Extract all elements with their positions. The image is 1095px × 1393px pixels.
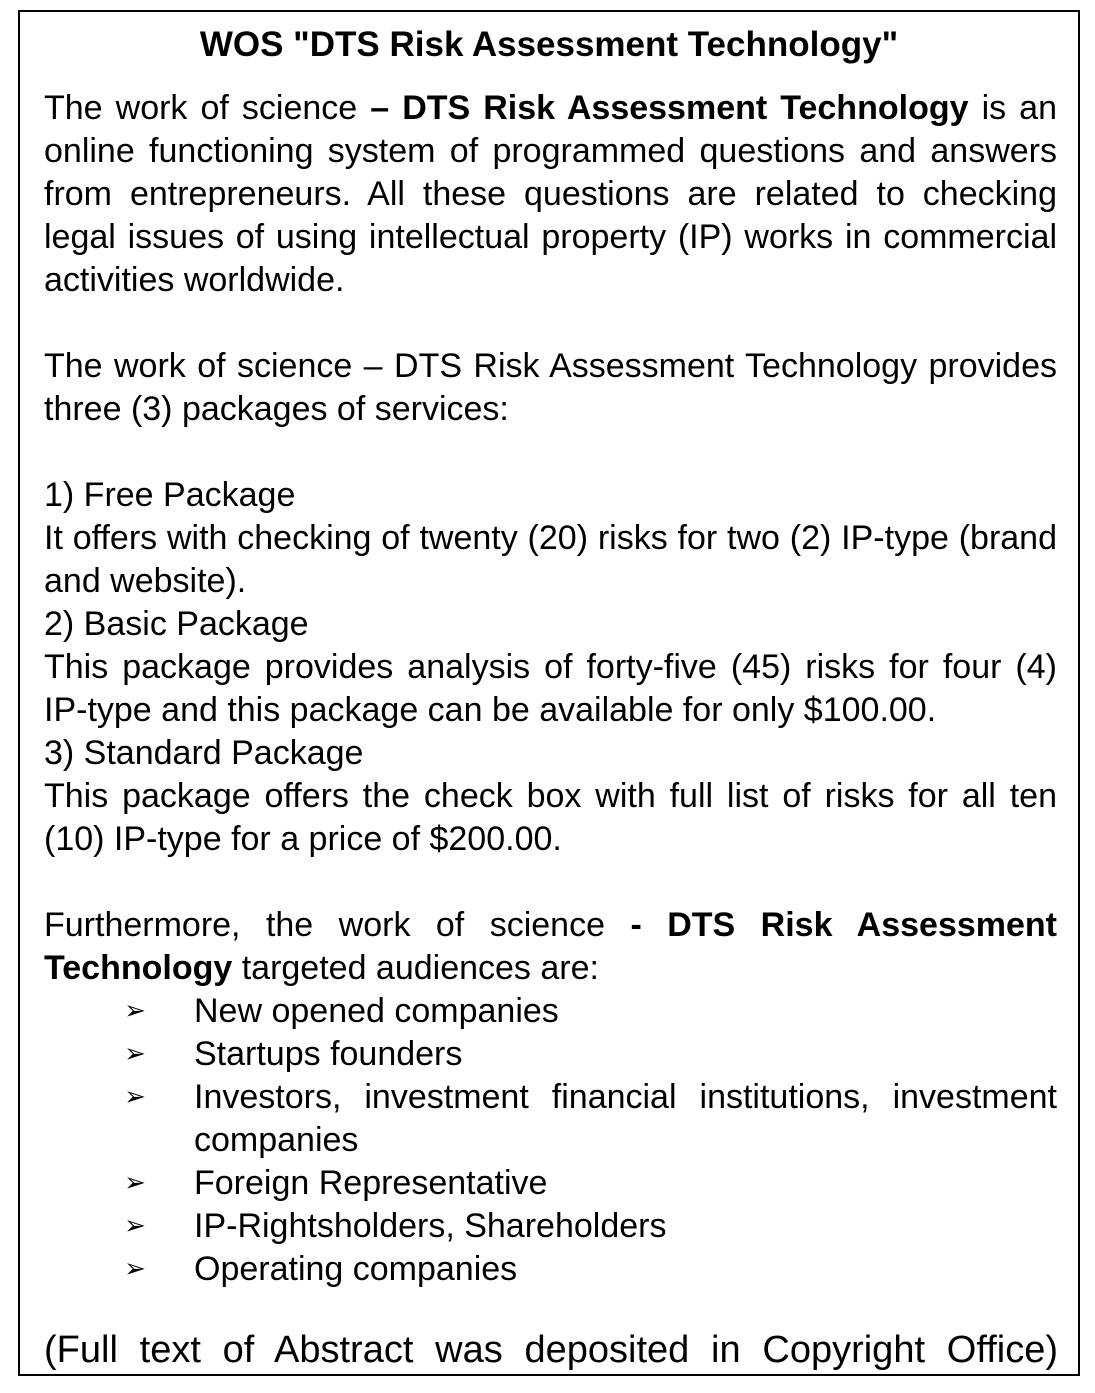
package-description: This package offers the check box with full list of risks for all ten (10) IP-type for a price of $200.00. xyxy=(44,777,1057,858)
package-description: It offers with checking of twenty (20) risks for two (2) IP-type (brand and website). xyxy=(44,519,1057,600)
abstract-body xyxy=(44,87,1057,1291)
intro-paragraph xyxy=(44,87,1057,302)
audiences-rest: targeted audiences are: xyxy=(232,949,599,987)
audiences-lead: Furthermore, the work of science xyxy=(44,906,631,944)
arrow-bullet-icon: ➢ xyxy=(124,1211,146,1241)
package-free xyxy=(44,474,1057,603)
list-item xyxy=(44,1076,1057,1162)
audience-label: IP-Rightsholders, Shareholders xyxy=(194,1207,667,1245)
audience-label: Foreign Representative xyxy=(194,1164,548,1202)
packages-intro-paragraph: The work of science – DTS Risk Assessment Technology provides three (3) packages of services: xyxy=(44,347,1057,428)
list-item xyxy=(44,1162,1057,1205)
footer-note: (Full text of Abstract was deposited in Copyright Office) xyxy=(44,1329,1058,1371)
arrow-bullet-icon: ➢ xyxy=(124,1254,146,1284)
list-item xyxy=(44,1033,1057,1076)
abstract-frame xyxy=(18,10,1080,1376)
list-item xyxy=(44,990,1057,1033)
spacer xyxy=(44,861,1057,904)
audiences-bold-name: - DTS Risk Assessment Technology xyxy=(44,906,1057,987)
audience-label: Investors, investment financial institutions, investment companies xyxy=(194,1078,1057,1159)
list-item xyxy=(44,1205,1057,1248)
package-name: 1) Free Package xyxy=(44,476,296,514)
spacer xyxy=(44,302,1057,345)
intro-rest: is an online functioning system of programmed questions and answers from entrepreneurs. All these questions are related to checking legal issues of using intellectual property (IP) works in commercial activities worldwide. xyxy=(44,89,1057,299)
arrow-bullet-icon: ➢ xyxy=(124,996,146,1026)
arrow-bullet-icon: ➢ xyxy=(124,1039,146,1069)
audience-list xyxy=(44,990,1057,1291)
audience-label: Startups founders xyxy=(194,1035,463,1073)
list-item xyxy=(44,1248,1057,1291)
spacer xyxy=(44,431,1057,474)
package-basic xyxy=(44,603,1057,732)
package-name: 3) Standard Package xyxy=(44,734,364,772)
intro-lead: The work of science xyxy=(44,89,358,127)
audience-label: New opened companies xyxy=(194,992,559,1030)
package-name: 2) Basic Package xyxy=(44,605,309,643)
audience-label: Operating companies xyxy=(194,1250,518,1288)
intro-bold-name: – DTS Risk Assessment Technology xyxy=(370,89,969,127)
document-title: WOS "DTS Risk Assessment Technology" xyxy=(199,25,899,64)
package-description: This package provides analysis of forty-five (45) risks for four (4) IP-type and this package can be available for only $100.00. xyxy=(44,648,1057,729)
arrow-bullet-icon: ➢ xyxy=(124,1082,146,1112)
arrow-bullet-icon: ➢ xyxy=(124,1168,146,1198)
audiences-paragraph xyxy=(44,904,1057,990)
package-standard xyxy=(44,732,1057,861)
